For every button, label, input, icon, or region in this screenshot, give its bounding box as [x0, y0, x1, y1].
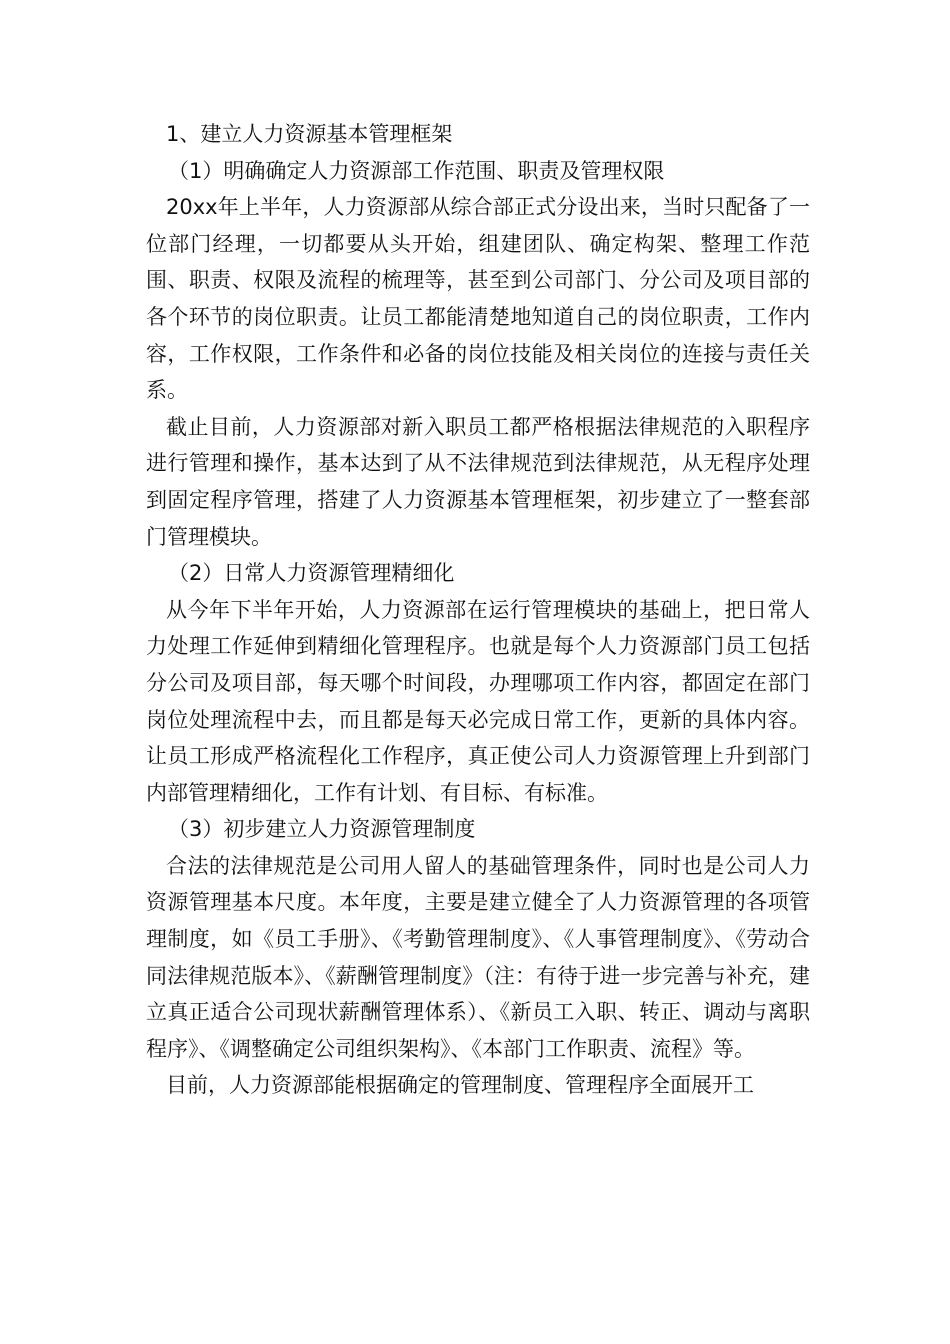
body-paragraph: 从今年下半年开始，人力资源部在运行管理模块的基础上，把日常人力处理工作延伸到精细化管理程序。也就是每个人力资源部门员工包括分公司及项目部，每天哪个时间段，办理哪项工作内容，都固定在部门岗位处理流程中去，而且都是每天必完成日常工作，更新的具体内容。让员工形成严格流程化工作程序，真正使公司人力资源管理上升到部门内部管理精细化，工作有计划、有目标、有标准。 — [146, 597, 810, 805]
subsection-heading: （1）明确确定人力资源部工作范围、职责及管理权限 — [168, 158, 665, 183]
subsection-heading: （2）日常人力资源管理精细化 — [168, 561, 455, 586]
body-paragraph: 合法的法律规范是公司用人留人的基础管理条件，同时也是公司人力资源管理基本尺度。本年度，主要是建立健全了人力资源管理的各项管理制度，如《员工手册》、《考勤管理制度》、《人事管理制度》、《劳动合同法律规范版本》、《薪酬管理制度》（注：有待于进一步完善与补充，建立真正适合公司现状薪酬管理体系）、《新员工入职、转正、调动与离职程序》、《调整确定公司组织架构》、《本部门工作职责、流程》等。 — [146, 853, 810, 1061]
body-paragraph: 截止目前，人力资源部对新入职员工都严格根据法律规范的入职程序进行管理和操作，基本达到了从不法律规范到法律规范，从无程序处理到固定程序管理，搭建了人力资源基本管理框架，初步建立了一整套部门管理模块。 — [146, 414, 810, 549]
document-body — [146, 116, 810, 1104]
body-paragraph: 20xx年上半年，人力资源部从综合部正式分设出来，当时只配备了一位部门经理，一切都要从头开始，组建团队、确定构架、整理工作范围、职责、权限及流程的梳理等，甚至到公司部门、分公司及项目部的各个环节的岗位职责。让员工都能清楚地知道自己的岗位职责，工作内容，工作权限，工作条件和必备的岗位技能及相关岗位的连接与责任关系。 — [146, 195, 810, 403]
section-heading: 1、建立人力资源基本管理框架 — [166, 122, 453, 146]
body-paragraph: 目前，人力资源部能根据确定的管理制度、管理程序全面展开工 — [166, 1073, 754, 1098]
subsection-heading: （3）初步建立人力资源管理制度 — [168, 817, 476, 842]
